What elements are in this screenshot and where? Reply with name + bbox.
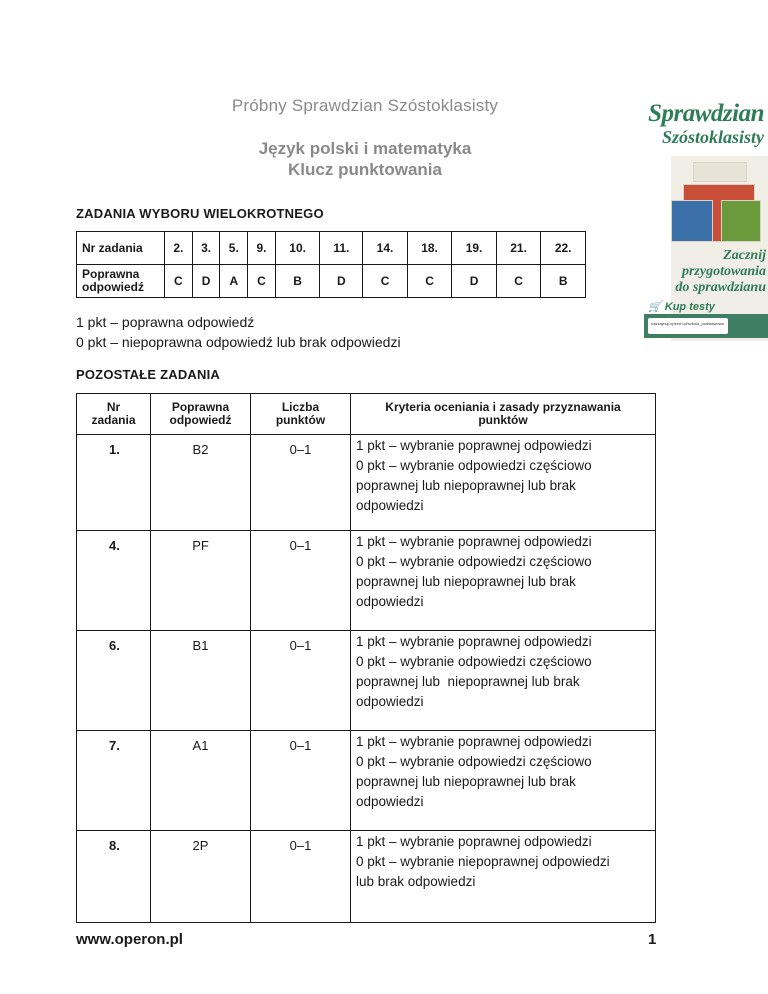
points-range: 0–1 [251,831,351,923]
column-header-answer: Poprawna odpowiedź [151,394,251,435]
table-row [77,435,656,531]
points-range: 0–1 [251,631,351,731]
subject-subtitle: Klucz punktowania [288,160,442,179]
book-cover-image [693,162,747,182]
subject-line: Język polski i matematyka [258,139,472,158]
ad-url-text: rowzajesp.operon.pl/szkola_podstawowa [648,318,728,334]
answer-cell: D [452,265,497,298]
multiple-choice-heading: ZADANIA WYBORU WIELOKROTNEGO [76,206,324,221]
table-row [77,731,656,831]
book-cover-image [671,200,713,242]
publisher-url[interactable]: www.operon.pl [76,931,183,948]
task-number: 4. [77,531,151,631]
criteria-line: 0 pkt – wybranie odpowiedzi częściowo [356,554,592,569]
criteria-line: lub brak odpowiedzi [356,874,476,889]
criteria-line: 1 pkt – wybranie poprawnej odpowiedzi [356,438,592,453]
criteria-line: poprawnej lub niepoprawnej lub brak [356,478,576,493]
criteria [351,531,656,631]
answer-cell: B [541,265,586,298]
ad-cta-line: Zacznij [723,248,766,263]
task-number: 7. [77,731,151,831]
ad-cta-line: do sprawdzianu [675,280,766,295]
table-row [77,631,656,731]
multiple-choice-table [76,231,586,298]
criteria-line: poprawnej lub niepoprawnej lub brak [356,674,580,689]
task-number: 8. [77,831,151,923]
ad-call-to-action [626,248,766,296]
task-number-cell: 14. [363,232,408,265]
criteria-line: poprawnej lub niepoprawnej lub brak [356,574,576,589]
correct-answer: PF [151,531,251,631]
answer-cell: C [407,265,452,298]
cart-icon: 🛒 [648,301,662,313]
column-header-nr: Nr zadania [77,394,151,435]
criteria-line: 1 pkt – wybranie poprawnej odpowiedzi [356,534,592,549]
criteria-line: odpowiedzi [356,794,424,809]
row-label: Nr zadania [77,232,165,265]
answer-row [77,265,586,298]
criteria-line: 0 pkt – wybranie odpowiedzi częściowo [356,654,592,669]
criteria [351,435,656,531]
criteria-line: 1 pkt – wybranie poprawnej odpowiedzi [356,834,592,849]
other-tasks-table [76,393,656,923]
page-number: 1 [648,931,657,948]
document-subject [180,138,550,180]
answer-cell: A [220,265,248,298]
task-number: 1. [77,435,151,531]
ad-cta-line: przygotowania [681,264,766,279]
criteria-line: 1 pkt – wybranie poprawnej odpowiedzi [356,734,592,749]
task-number-cell: 11. [320,232,363,265]
answer-cell: C [165,265,193,298]
task-number-cell: 9. [248,232,276,265]
scoring-notes [76,312,401,352]
task-number-cell: 3. [192,232,220,265]
task-number-cell: 19. [452,232,497,265]
criteria-line: odpowiedzi [356,498,424,513]
points-range: 0–1 [251,435,351,531]
other-tasks-heading: POZOSTAŁE ZADANIA [76,367,220,382]
column-header-points: Liczba punktów [251,394,351,435]
table-header-row [77,394,656,435]
answer-cell: C [248,265,276,298]
row-label: Poprawna odpowiedź [77,265,165,298]
buy-tests-label: Kup testy [664,301,715,313]
criteria-line: odpowiedzi [356,694,424,709]
points-range: 0–1 [251,531,351,631]
ad-title: Sprawdzian [648,100,764,127]
criteria-line: 0 pkt – wybranie odpowiedzi częściowo [356,458,592,473]
buy-tests-link[interactable] [648,300,715,313]
criteria [351,831,656,923]
ad-url-bar[interactable] [644,314,768,338]
book-cover-image [721,200,761,242]
advertisement-banner[interactable] [606,100,768,352]
correct-answer: A1 [151,731,251,831]
task-number-cell: 10. [275,232,320,265]
task-number-cell: 22. [541,232,586,265]
criteria-line: 0 pkt – wybranie odpowiedzi częściowo [356,754,592,769]
criteria [351,731,656,831]
correct-answer: B1 [151,631,251,731]
points-range: 0–1 [251,731,351,831]
answer-cell: D [192,265,220,298]
criteria [351,631,656,731]
scoring-note: 0 pkt – niepoprawna odpowiedź lub brak odpowiedzi [76,334,401,350]
scoring-note: 1 pkt – poprawna odpowiedź [76,314,255,330]
criteria-line: odpowiedzi [356,594,424,609]
answer-cell: D [320,265,363,298]
task-number-cell: 5. [220,232,248,265]
answer-cell: C [363,265,408,298]
task-number-cell: 18. [407,232,452,265]
task-number: 6. [77,631,151,731]
criteria-line: 0 pkt – wybranie niepoprawnej odpowiedzi [356,854,610,869]
table-row [77,831,656,923]
criteria-line: poprawnej lub niepoprawnej lub brak [356,774,576,789]
task-number-cell: 21. [496,232,541,265]
task-number-row [77,232,586,265]
criteria-line: 1 pkt – wybranie poprawnej odpowiedzi [356,634,592,649]
task-number-cell: 2. [165,232,193,265]
answer-cell: C [496,265,541,298]
correct-answer: B2 [151,435,251,531]
ad-subtitle: Szóstoklasisty [661,127,764,147]
answer-cell: B [275,265,320,298]
table-row [77,531,656,631]
column-header-criteria: Kryteria oceniania i zasady przyznawania punktów [351,394,656,435]
correct-answer: 2P [151,831,251,923]
document-title: Próbny Sprawdzian Szóstoklasisty [231,96,499,115]
